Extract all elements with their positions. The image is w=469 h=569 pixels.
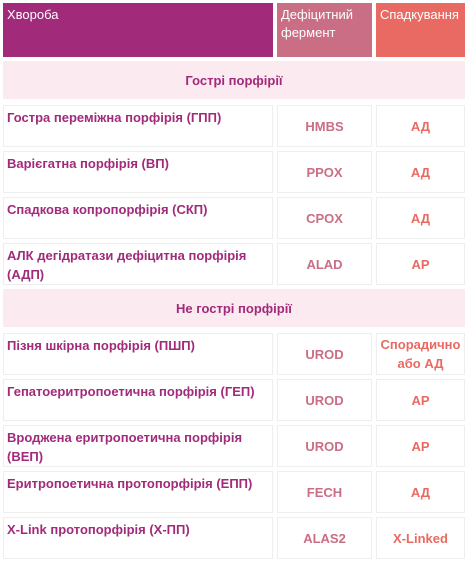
inheritance-cell: АР [376, 243, 465, 285]
enzyme-cell: UROD [277, 379, 372, 421]
inheritance-cell: АД [376, 105, 465, 147]
porphyria-table [3, 3, 465, 563]
inheritance-cell: АР [376, 379, 465, 421]
disease-cell: X-Link протопорфірія (X-ПП) [3, 517, 273, 559]
disease-cell: Гостра переміжна порфірія (ГПП) [3, 105, 273, 147]
enzyme-cell: PPOX [277, 151, 372, 193]
inheritance-cell: АД [376, 151, 465, 193]
section-title-acute: Гострі порфірії [3, 61, 465, 99]
table-row [3, 151, 465, 193]
enzyme-cell: UROD [277, 333, 372, 375]
table-row [3, 425, 465, 467]
enzyme-cell: FECH [277, 471, 372, 513]
disease-cell: Вроджена еритропоетична порфірія (ВЕП) [3, 425, 273, 467]
header-inheritance: Спадкування [376, 3, 465, 57]
enzyme-cell: ALAD [277, 243, 372, 285]
header-disease: Хвороба [3, 3, 273, 57]
enzyme-cell: ALAS2 [277, 517, 372, 559]
table-row [3, 105, 465, 147]
header-enzyme: Дефіцитний фермент [277, 3, 372, 57]
inheritance-cell: АР [376, 425, 465, 467]
table-row [3, 517, 465, 559]
inheritance-cell: АД [376, 197, 465, 239]
section-title-non-acute: Не гострі порфірії [3, 289, 465, 327]
disease-cell: Еритропоетична протопорфірія (ЕПП) [3, 471, 273, 513]
disease-cell: Варієгатна порфірія (ВП) [3, 151, 273, 193]
enzyme-cell: UROD [277, 425, 372, 467]
table-header [3, 3, 465, 57]
enzyme-cell: HMBS [277, 105, 372, 147]
table-row [3, 243, 465, 285]
disease-cell: АЛК дегідратази дефіцитна порфірія (АДП) [3, 243, 273, 285]
disease-cell: Гепатоеритропоетична порфірія (ГЕП) [3, 379, 273, 421]
table-row [3, 471, 465, 513]
inheritance-cell: АД [376, 471, 465, 513]
disease-cell: Пізня шкірна порфірія (ПШП) [3, 333, 273, 375]
table-row [3, 197, 465, 239]
table-row [3, 379, 465, 421]
enzyme-cell: CPOX [277, 197, 372, 239]
table-row [3, 333, 465, 375]
disease-cell: Спадкова копропорфірія (СКП) [3, 197, 273, 239]
inheritance-cell: X-Linked [376, 517, 465, 559]
inheritance-cell: Спорадично або АД [376, 333, 465, 375]
